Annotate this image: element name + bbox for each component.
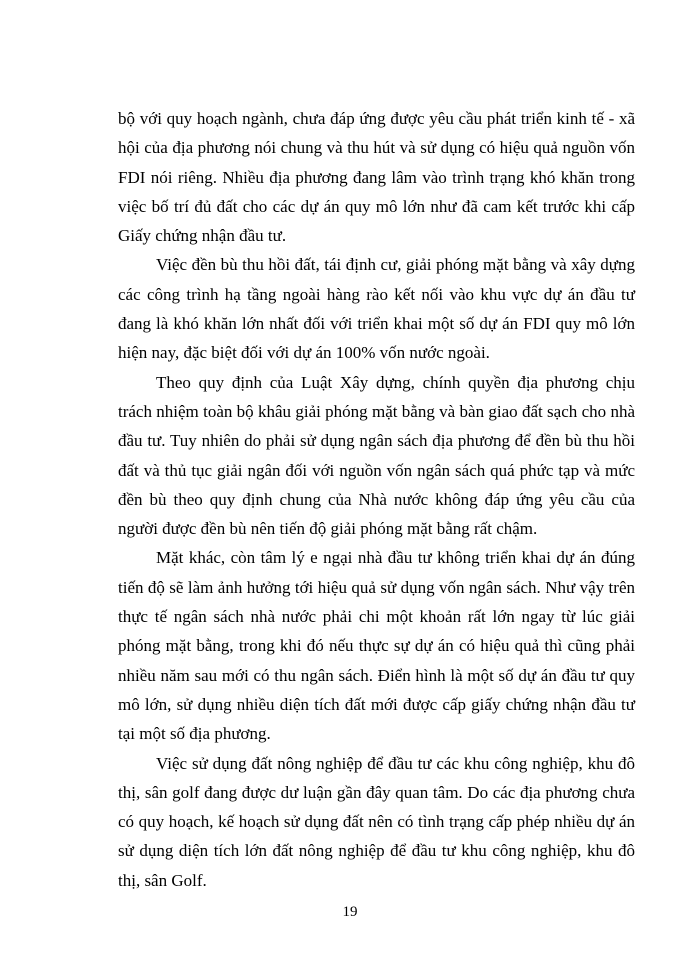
paragraph-1: bộ với quy hoạch ngành, chưa đáp ứng được yêu cầu phát triển kinh tế - xã hội của địa phương nói chung và thu hút và sử dụng có hiệu quả nguồn vốn FDI nói riêng. Nhiều địa phương đang lâm vào trình trạng khó khăn trong việc bố trí đủ đất cho các dự án quy mô lớn như đã cam kết trước khi cấp Giấy chứng nhận đầu tư. [118,109,635,246]
paragraph-2: Việc đền bù thu hồi đất, tái định cư, giải phóng mặt bằng và xây dựng các công trình hạ tầng ngoài hàng rào kết nối vào khu vực dự án đầu tư đang là khó khăn lớn nhất đối với triển khai một số dự án FDI quy mô lớn hiện nay, đặc biệt đối với dự án 100% vốn nước ngoài. [118,255,635,363]
paragraph-4: Mặt khác, còn tâm lý e ngại nhà đầu tư không triển khai dự án đúng tiến độ sẽ làm ảnh hưởng tới hiệu quả sử dụng vốn ngân sách. Như vậy trên thực tế ngân sách nhà nước phải chi một khoản rất lớn ngay từ lúc giải phóng mặt bằng, trong khi đó nếu thực sự dự án có hiệu quả thì cũng phải nhiều năm sau mới có thu ngân sách. Điển hình là một số dự án đầu tư quy mô lớn, sử dụng nhiều diện tích đất mới được cấp giấy chứng nhận đầu tư tại một số địa phương. [118,548,635,744]
body-text [118,104,635,895]
page-number: 19 [342,904,358,920]
paragraph-3: Theo quy định của Luật Xây dựng, chính quyền địa phương chịu trách nhiệm toàn bộ khâu giải phóng mặt bằng và bàn giao đất sạch cho nhà đầu tư. Tuy nhiên do phải sử dụng ngân sách địa phương để đền bù thu hồi đất và thủ tục giải ngân đối với nguồn vốn ngân sách quá phức tạp và mức đền bù theo quy định chung của Nhà nước không đáp ứng yêu cầu của người được đền bù nên tiến độ giải phóng mặt bằng rất chậm. [118,372,635,539]
paragraph-5: Việc sử dụng đất nông nghiệp để đầu tư các khu công nghiệp, khu đô thị, sân golf đang được dư luận gần đây quan tâm. Do các địa phương chưa có quy hoạch, kế hoạch sử dụng đất nên có tình trạng cấp phép nhiều dự án sử dụng diện tích lớn đất nông nghiệp để đầu tư khu công nghiệp, khu đô thị, sân Golf. [118,753,635,890]
